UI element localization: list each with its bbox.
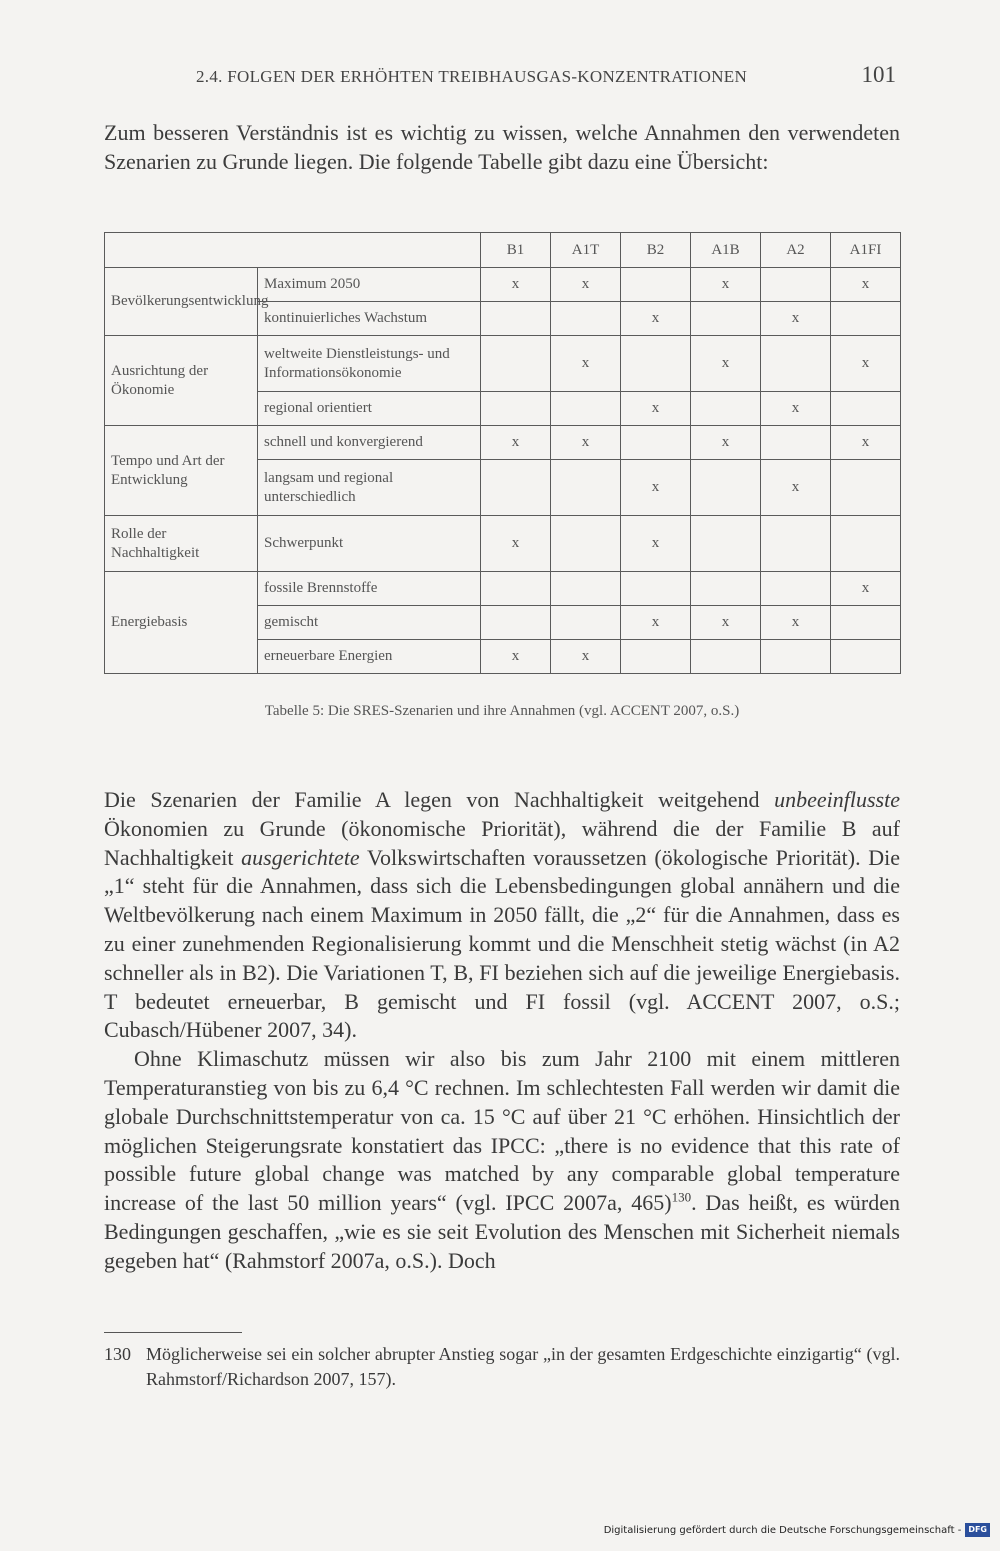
mark-cell: x: [691, 426, 761, 460]
footnote-text: Möglicherweise sei ein solcher abrupter Anstieg sogar „in der gesamten Erdgeschichte einzigartig“ (vgl. Rahmstorf/Richardson 2007, 157).: [146, 1344, 900, 1389]
mark-cell: x: [831, 268, 901, 302]
assumption-cell: langsam und regional unterschiedlich: [258, 460, 481, 516]
mark-cell: [761, 336, 831, 392]
mark-cell: x: [551, 336, 621, 392]
mark-cell: [481, 392, 551, 426]
mark-cell: x: [481, 426, 551, 460]
credit-text: Digitalisierung gefördert durch die Deutsche Forschungsgemeinschaft -: [603, 1524, 962, 1536]
mark-cell: [621, 336, 691, 392]
mark-cell: x: [551, 426, 621, 460]
mark-cell: [761, 268, 831, 302]
body-paragraph-2: Ohne Klimaschutz müssen wir also bis zum Jahr 2100 mit einem mittleren Temperaturanstieg von bis zu 6,4 °C rechnen. Im schlechtesten Fall werden wir damit die globale Durchschnittstemperatur von ca. 15 °C auf über 21 °C erhöhen. Hinsichtlich der möglichen Steigerungsrate konstatiert das IPCC: „there is no evidence that this rate of possible future global change was matched by any comparable global temperature increase of the last 50 million years“ (vgl. IPCC 2007a, 465)$^{130}$. Das heißt, es würden Bedingungen geschaffen, „wie es sie seit Evolution des Menschen mit Sicherheit niemals gegeben hat“ (Rahmstorf 2007a, o.S.). Doch: [104, 1046, 900, 1273]
mark-cell: [551, 302, 621, 336]
category-cell: Rolle der Nachhaltigkeit: [105, 516, 258, 572]
column-header-a1fi: A1FI: [831, 233, 901, 268]
page-number: 101: [861, 62, 896, 87]
mark-cell: [831, 640, 901, 674]
column-header-a2: A2: [761, 233, 831, 268]
mark-cell: x: [621, 302, 691, 336]
intro-paragraph: Zum besseren Verständnis ist es wichtig zu wissen, welche Annahmen den verwendeten Szenarien zu Grunde liegen. Die folgende Tabelle gibt dazu eine Übersicht:: [104, 120, 900, 174]
assumption-cell: Maximum 2050: [258, 268, 481, 302]
mark-cell: [551, 460, 621, 516]
mark-cell: [691, 640, 761, 674]
mark-cell: [761, 572, 831, 606]
assumption-cell: regional orientiert: [258, 392, 481, 426]
mark-cell: [551, 516, 621, 572]
category-cell: Energiebasis: [105, 572, 258, 674]
mark-cell: [761, 640, 831, 674]
mark-cell: [481, 606, 551, 640]
running-header: [196, 62, 896, 88]
footnote-reference[interactable]: 130: [671, 1189, 692, 1205]
column-header-a1b: A1B: [691, 233, 761, 268]
mark-cell: x: [831, 426, 901, 460]
category-cell: Ausrichtung der Ökonomie: [105, 336, 258, 426]
mark-cell: [761, 426, 831, 460]
emphasis-ausgerichtete: ausgerichtete: [241, 844, 360, 870]
mark-cell: x: [761, 460, 831, 516]
assumption-cell: Schwerpunkt: [258, 516, 481, 572]
mark-cell: [831, 392, 901, 426]
mark-cell: x: [761, 606, 831, 640]
mark-cell: x: [691, 268, 761, 302]
assumption-cell: fossile Brennstoffe: [258, 572, 481, 606]
table-row: [105, 426, 901, 460]
assumption-cell: gemischt: [258, 606, 481, 640]
mark-cell: x: [691, 336, 761, 392]
assumption-cell: schnell und konvergierend: [258, 426, 481, 460]
assumption-cell: kontinuierliches Wachstum: [258, 302, 481, 336]
mark-cell: [831, 606, 901, 640]
mark-cell: [691, 392, 761, 426]
assumption-cell: erneuerbare Energien: [258, 640, 481, 674]
emphasis-unbeeinflusste: unbeeinflusste: [774, 787, 900, 812]
mark-cell: [621, 426, 691, 460]
sres-scenario-table: [104, 232, 901, 674]
mark-cell: [691, 460, 761, 516]
mark-cell: x: [481, 516, 551, 572]
mark-cell: [831, 460, 901, 516]
mark-cell: x: [551, 640, 621, 674]
mark-cell: [691, 302, 761, 336]
mark-cell: [621, 268, 691, 302]
mark-cell: x: [761, 302, 831, 336]
mark-cell: [481, 302, 551, 336]
mark-cell: x: [481, 640, 551, 674]
category-cell: Tempo und Art der Entwicklung: [105, 426, 258, 516]
table-row: [105, 572, 901, 606]
mark-cell: [481, 572, 551, 606]
mark-cell: x: [621, 460, 691, 516]
column-header-a1t: A1T: [551, 233, 621, 268]
assumption-cell: weltweite Dienstleistungs- und Informationsökonomie: [258, 336, 481, 392]
mark-cell: [761, 516, 831, 572]
mark-cell: x: [481, 268, 551, 302]
footnote-divider: [104, 1332, 242, 1333]
mark-cell: x: [551, 268, 621, 302]
table-caption: Tabelle 5: Die SRES-Szenarien und ihre Annahmen (vgl. ACCENT 2007, o.S.): [264, 703, 740, 719]
header-blank: [105, 233, 481, 268]
mark-cell: [831, 302, 901, 336]
running-title: 2.4. FOLGEN DER ERHÖHTEN TREIBHAUSGAS-KONZENTRATIONEN: [196, 67, 748, 86]
mark-cell: x: [621, 516, 691, 572]
mark-cell: x: [691, 606, 761, 640]
mark-cell: [551, 606, 621, 640]
dfg-logo: DFG: [965, 1523, 990, 1537]
digitization-credit: [604, 1523, 990, 1537]
mark-cell: [691, 572, 761, 606]
category-cell: Bevölkerungsentwicklung: [105, 268, 258, 336]
table-header-row: [105, 233, 901, 268]
mark-cell: [831, 516, 901, 572]
mark-cell: [551, 392, 621, 426]
mark-cell: x: [621, 392, 691, 426]
mark-cell: [551, 572, 621, 606]
mark-cell: [481, 460, 551, 516]
footnote-130: [104, 1342, 900, 1392]
mark-cell: [621, 640, 691, 674]
mark-cell: x: [621, 606, 691, 640]
table-row: [105, 336, 901, 392]
table-row: [105, 516, 901, 572]
mark-cell: x: [761, 392, 831, 426]
mark-cell: [481, 336, 551, 392]
body-paragraph-1: Die Szenarien der Familie A legen von Nachhaltigkeit weitgehend unbeeinflusste Ökonomien zu Grunde (ökonomische Priorität), während die der Familie B auf Nachhaltigkeit ausgerichtete Volkswirtschaften voraussetzen (ökologische Priorität). Die „1“ steht für die Annahmen, dass sich die Lebensbedingungen global annähern und die Weltbevölkerung nach einem Maximum in 2050 fällt, die „2“ für die Annahmen, dass es zu einer zunehmenden Regionalisierung kommt und die Menschheit stetig wächst (in A2 schneller als in B2). Die Variationen T, B, FI beziehen sich auf die jeweilige Energiebasis. T bedeutet erneuerbar, B gemischt und FI fossil (vgl. ACCENT 2007, o.S.; Cubasch/Hübener 2007, 34).: [104, 787, 900, 1043]
table-row: [105, 268, 901, 302]
body-text: [104, 786, 900, 1276]
mark-cell: x: [831, 336, 901, 392]
footnote-number: 130: [104, 1344, 131, 1364]
column-header-b1: B1: [481, 233, 551, 268]
column-header-b2: B2: [621, 233, 691, 268]
mark-cell: x: [831, 572, 901, 606]
mark-cell: [621, 572, 691, 606]
mark-cell: [691, 516, 761, 572]
